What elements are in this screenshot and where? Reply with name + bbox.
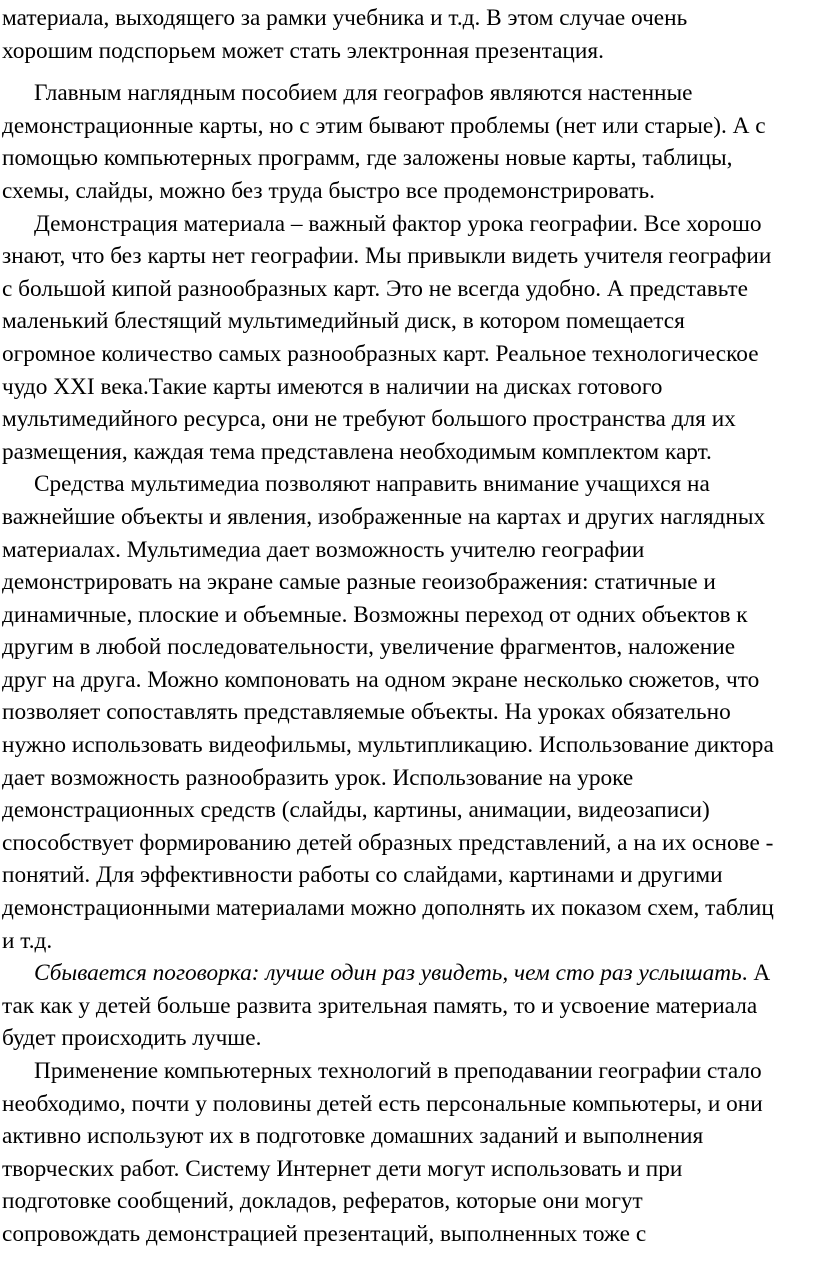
text-line: и т.д. — [2, 927, 53, 954]
text-line: размещения, каждая тема представлена необходимым комплектом карт. — [2, 438, 712, 465]
proverb-italic: Сбывается поговорка: лучше один раз увидеть, чем сто раз услышать — [34, 960, 742, 987]
text-line: сопровождать демонстрацией презентаций, выполненных тоже с — [2, 1220, 647, 1247]
text-line: демонстрационными материалами можно дополнять их показом схем, таблиц — [2, 895, 774, 922]
text-line: помощью компьютерных программ, где заложены новые карты, таблицы, — [2, 145, 733, 172]
text-line: необходимо, почти у половины детей есть персональные компьютеры, и они — [2, 1090, 763, 1117]
text-line: Применение компьютерных технологий в преподавании географии стало — [34, 1058, 762, 1084]
paragraph — [2, 957, 812, 1055]
paragraph — [2, 1055, 812, 1251]
paragraph — [2, 468, 812, 957]
text-line: знают, что без карты нет географии. Мы привыкли видеть учителя географии — [2, 243, 772, 270]
text-line: дает возможность разнообразить урок. Использование на уроке — [2, 764, 634, 791]
text-line: материала, выходящего за рамки учебника и т.д. В этом случае очень — [2, 5, 688, 31]
text-line: нужно использовать видеофильмы, мультипликацию. Использование диктора — [2, 732, 774, 759]
text-line: Демонстрация материала – важный фактор урока географии. Все хорошо — [34, 210, 762, 237]
text-line: Главным наглядным пособием для географов являются настенные — [34, 80, 693, 107]
text-line: другим в любой последовательности, увеличение фрагментов, наложение — [2, 634, 736, 661]
text-line: способствует формированию детей образных представлений, а на их основе - — [2, 829, 774, 856]
text-line: позволяет сопоставлять представляемые объекты. На уроках обязательно — [2, 699, 731, 726]
paragraph — [2, 208, 812, 469]
text-line: будет происходить лучше. — [2, 1025, 262, 1052]
text-line: чудо XXI века.Такие карты имеются в наличии на дисках готового — [2, 373, 663, 400]
paragraph — [2, 2, 812, 67]
text-line: динамичные, плоские и объемные. Возможны переход от одних объектов к — [2, 601, 748, 628]
text-line: демонстрировать на экране самые разные геоизображения: статичные и — [2, 569, 716, 596]
text-line: маленький блестящий мультимедийный диск, в котором помещается — [2, 308, 685, 335]
text-line: подготовке сообщений, докладов, рефератов, которые они могут — [2, 1188, 643, 1215]
text-line: важнейшие объекты и явления, изображенные на картах и других наглядных — [2, 503, 766, 530]
text-line: мультимедийного ресурса, они не требуют большого пространства для их — [2, 406, 736, 433]
text-line: друг на друга. Можно компоновать на одном экране несколько сюжетов, что — [2, 666, 760, 693]
text-line: активно используют их в подготовке домашних заданий и выполнения — [2, 1123, 704, 1150]
text-line: демонстрационные карты, но с этим бывают проблемы (нет или старые). А с — [2, 112, 766, 139]
text-line: огромное количество самых разнообразных карт. Реальное технологическое — [2, 340, 759, 367]
text-line: материалах. Мультимедиа дает возможность учителю географии — [2, 536, 645, 563]
text-line: хорошим подспорьем может стать электронная презентация. — [2, 37, 604, 64]
paragraph — [2, 77, 812, 207]
text-run: . А — [741, 960, 771, 987]
text-line: Средства мультимедиа позволяют направить внимание учащихся на — [34, 471, 710, 498]
text-line: понятий. Для эффективности работы со слайдами, картинами и другими — [2, 862, 723, 889]
text-line: демонстрационных средств (слайды, картины, анимации, видеозаписи) — [2, 797, 710, 824]
text-line: творческих работ. Систему Интернет дети могут использовать и при — [2, 1155, 683, 1182]
text-line: с большой кипой разнообразных карт. Это не всегда удобно. А представьте — [2, 275, 748, 302]
text-line: так как у детей больше развита зрительная память, то и усвоение материала — [2, 992, 758, 1019]
text-line: схемы, слайды, можно без труда быстро все продемонстрировать. — [2, 177, 655, 204]
text-line — [2, 957, 812, 990]
